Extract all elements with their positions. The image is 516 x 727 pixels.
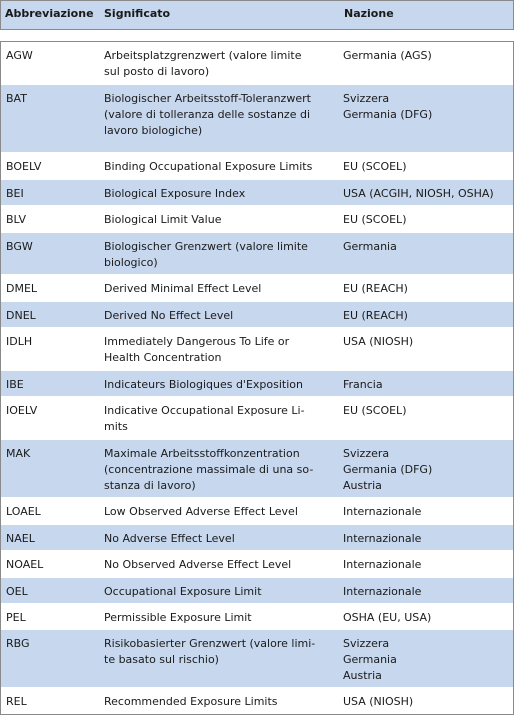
nation-cell <box>343 186 494 202</box>
meaning-line: Risikobasierter Grenzwert (valore limi- <box>104 637 316 650</box>
meaning-cell <box>104 446 313 494</box>
nation-cell <box>343 694 413 710</box>
nation-cell <box>343 446 432 494</box>
nation-line: Austria <box>343 669 382 682</box>
table-row <box>1 180 513 206</box>
meaning-cell <box>104 694 278 710</box>
meaning-line: Derived Minimal Effect Level <box>104 282 262 295</box>
table-row <box>1 578 513 604</box>
nation-cell <box>343 91 432 123</box>
abbreviation-cell: NOAEL <box>6 558 44 571</box>
nation-cell <box>343 334 413 350</box>
meaning-cell <box>104 212 221 228</box>
header-meaning: Significato <box>104 7 171 20</box>
nation-cell <box>343 239 397 255</box>
nation-cell <box>343 504 421 520</box>
nation-line: Internazionale <box>343 558 422 571</box>
abbreviation-cell: OEL <box>6 585 28 598</box>
nation-line: USA (NIOSH) <box>343 695 414 708</box>
nation-line: Svizzera <box>343 447 390 460</box>
abbreviation-cell: IOELV <box>6 404 38 417</box>
meaning-line: Occupational Exposure Limit <box>104 585 262 598</box>
nation-cell <box>343 403 406 419</box>
nation-cell <box>343 531 421 547</box>
abbreviation-cell: RBG <box>6 637 30 650</box>
table-row <box>1 604 513 630</box>
nation-line: OSHA (EU, USA) <box>343 611 432 624</box>
meaning-cell <box>104 403 305 435</box>
nation-line: Francia <box>343 378 383 391</box>
abbreviation-cell: BGW <box>6 240 33 253</box>
meaning-line: mits <box>104 420 128 433</box>
meaning-line: Biological Limit Value <box>104 213 222 226</box>
nation-line: EU (REACH) <box>343 282 408 295</box>
meaning-cell <box>104 377 303 393</box>
nation-line: EU (SCOEL) <box>343 404 407 417</box>
nation-line: Svizzera <box>343 637 390 650</box>
table-row <box>1 525 513 551</box>
nation-line: EU (SCOEL) <box>343 213 407 226</box>
meaning-line: Maximale Arbeitsstoffkonzentration <box>104 447 300 460</box>
nation-cell <box>343 212 406 228</box>
abbreviation-table <box>0 41 514 715</box>
nation-line: USA (NIOSH) <box>343 335 414 348</box>
table-row <box>1 440 513 498</box>
meaning-line: Recommended Exposure Limits <box>104 695 278 708</box>
nation-cell <box>343 308 408 324</box>
meaning-cell <box>104 531 235 547</box>
nation-cell <box>343 610 431 626</box>
meaning-line: stanza di lavoro) <box>104 479 196 492</box>
table-row <box>1 85 513 153</box>
meaning-cell <box>104 239 308 271</box>
meaning-line: Biological Exposure Index <box>104 187 246 200</box>
nation-cell <box>343 636 397 684</box>
meaning-cell <box>104 334 289 366</box>
abbreviation-cell: AGW <box>6 49 33 62</box>
meaning-line: Indicative Occupational Exposure Li- <box>104 404 305 417</box>
abbreviation-cell: LOAEL <box>6 505 41 518</box>
table-row <box>1 397 513 440</box>
meaning-line: Immediately Dangerous To Life or <box>104 335 290 348</box>
abbreviation-cell: REL <box>6 695 27 708</box>
table-row <box>1 302 513 328</box>
abbreviation-cell: BLV <box>6 213 26 226</box>
meaning-line: (concentrazione massimale di una so- <box>104 463 314 476</box>
table-row <box>1 233 513 275</box>
nation-line: Internazionale <box>343 532 422 545</box>
meaning-line: sul posto di lavoro) <box>104 65 210 78</box>
table-row <box>1 551 513 578</box>
header-nation: Nazione <box>344 7 394 20</box>
meaning-line: Low Observed Adverse Effect Level <box>104 505 298 518</box>
abbreviation-cell: MAK <box>6 447 31 460</box>
meaning-cell <box>104 281 261 297</box>
meaning-cell <box>104 504 298 520</box>
meaning-cell <box>104 610 252 626</box>
meaning-cell <box>104 48 301 80</box>
meaning-line: Health Concentration <box>104 351 222 364</box>
nation-line: EU (REACH) <box>343 309 408 322</box>
nation-line: Internazionale <box>343 505 422 518</box>
meaning-line: Derived No Effect Level <box>104 309 234 322</box>
abbreviation-cell: IDLH <box>6 335 33 348</box>
meaning-line: Arbeitsplatzgrenzwert (valore limite <box>104 49 302 62</box>
meaning-cell <box>104 308 233 324</box>
abbreviation-cell: NAEL <box>6 532 35 545</box>
meaning-line: Biologischer Arbeitsstoff-Toleranzwert <box>104 92 311 105</box>
meaning-line: Permissible Exposure Limit <box>104 611 252 624</box>
abbreviation-cell: BAT <box>6 92 27 105</box>
meaning-line: Indicateurs Biologiques d'Exposition <box>104 378 303 391</box>
abbreviation-cell: BEI <box>6 187 24 200</box>
table-row <box>1 371 513 397</box>
nation-cell <box>343 584 421 600</box>
abbreviation-cell: DNEL <box>6 309 36 322</box>
meaning-cell <box>104 636 315 668</box>
abbreviation-cell: DMEL <box>6 282 38 295</box>
nation-cell <box>343 557 421 573</box>
table-row <box>1 206 513 233</box>
table-row <box>1 42 513 85</box>
abbreviation-cell: BOELV <box>6 160 42 173</box>
meaning-cell <box>104 186 245 202</box>
meaning-cell <box>104 159 312 175</box>
meaning-line: Biologischer Grenzwert (valore limite <box>104 240 308 253</box>
meaning-line: te basato sul rischio) <box>104 653 219 666</box>
meaning-line: biologico) <box>104 256 158 269</box>
table-row <box>1 688 513 714</box>
nation-cell <box>343 377 383 393</box>
table-row <box>1 328 513 371</box>
table-row <box>1 498 513 525</box>
meaning-line: No Observed Adverse Effect Level <box>104 558 292 571</box>
meaning-cell <box>104 91 311 139</box>
meaning-cell <box>104 584 262 600</box>
nation-line: Germania (DFG) <box>343 463 433 476</box>
nation-cell <box>343 281 408 297</box>
nation-line: Germania (DFG) <box>343 108 433 121</box>
table-row <box>1 275 513 302</box>
abbreviation-cell: PEL <box>6 611 26 624</box>
nation-line: EU (SCOEL) <box>343 160 407 173</box>
meaning-line: (valore di tolleranza delle sostanze di <box>104 108 310 121</box>
nation-line: Germania <box>343 240 397 253</box>
abbreviation-cell: IBE <box>6 378 24 391</box>
table-row <box>1 153 513 180</box>
nation-line: Germania <box>343 653 397 666</box>
table-row <box>1 630 513 688</box>
nation-line: USA (ACGIH, NIOSH, OSHA) <box>343 187 494 200</box>
meaning-cell <box>104 557 291 573</box>
meaning-line: No Adverse Effect Level <box>104 532 235 545</box>
nation-cell <box>343 159 406 175</box>
nation-line: Germania (AGS) <box>343 49 432 62</box>
meaning-line: Binding Occupational Exposure Limits <box>104 160 313 173</box>
nation-line: Austria <box>343 479 382 492</box>
nation-line: Svizzera <box>343 92 390 105</box>
meaning-line: lavoro biologiche) <box>104 124 203 137</box>
table-header <box>0 0 514 30</box>
header-abbreviation: Abbreviazione <box>5 7 94 20</box>
nation-line: Internazionale <box>343 585 422 598</box>
nation-cell <box>343 48 432 64</box>
